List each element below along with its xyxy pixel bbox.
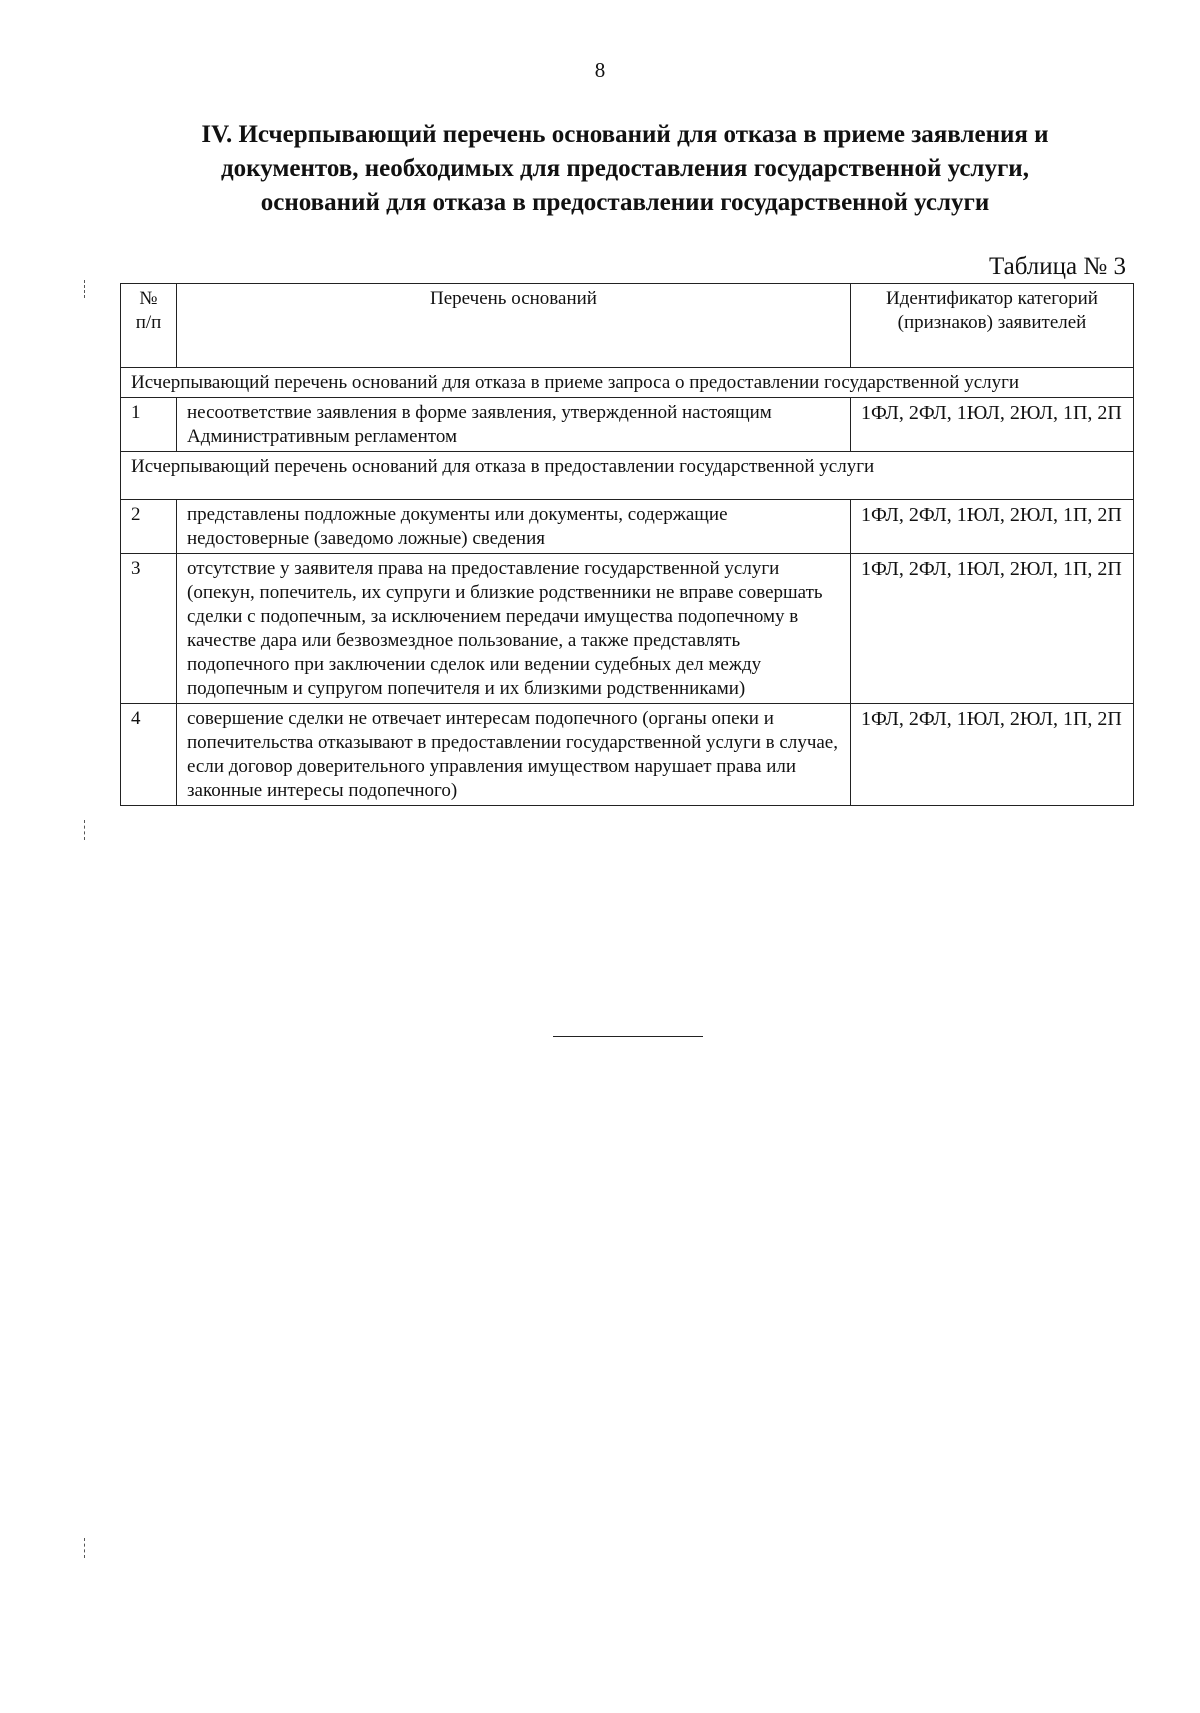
row-number: 1 bbox=[121, 398, 177, 452]
page-number: 8 bbox=[594, 58, 606, 82]
section-title-line-2: документов, необходимых для предоставления государственной услуги, bbox=[221, 155, 1029, 182]
end-divider bbox=[553, 1036, 703, 1037]
section-title-line-3: оснований для отказа в предоставлении государственной услуги bbox=[260, 189, 990, 216]
row-identifier: 1ФЛ, 2ФЛ, 1ЮЛ, 2ЮЛ, 1П, 2П bbox=[851, 500, 1134, 554]
header-grounds: Перечень оснований bbox=[177, 284, 851, 368]
section-row-refusal-service bbox=[121, 452, 1134, 500]
scan-margin-mark bbox=[84, 820, 87, 840]
row-ground-text: представлены подложные документы или документы, содержащие недостоверные (заведомо ложные) сведения bbox=[177, 500, 851, 554]
row-identifier: 1ФЛ, 2ФЛ, 1ЮЛ, 2ЮЛ, 1П, 2П bbox=[851, 398, 1134, 452]
scan-margin-mark bbox=[84, 280, 87, 298]
header-number: № п/п bbox=[121, 284, 177, 368]
table-row bbox=[121, 398, 1134, 452]
scan-margin-mark bbox=[84, 1538, 87, 1558]
section-label: Исчерпывающий перечень оснований для отказа в предоставлении государственной услуги bbox=[121, 452, 1134, 500]
section-title bbox=[120, 118, 1130, 220]
row-identifier: 1ФЛ, 2ФЛ, 1ЮЛ, 2ЮЛ, 1П, 2П bbox=[851, 554, 1134, 704]
section-title-line-1: IV. Исчерпывающий перечень оснований для отказа в приеме заявления и bbox=[201, 121, 1049, 148]
grounds-table bbox=[120, 283, 1134, 806]
row-ground-text: совершение сделки не отвечает интересам подопечного (органы опеки и попечительства отказывают в предоставлении государственной услуги в случае, если договор доверительного управления имуществом нарушает права или законные интересы подопечного) bbox=[177, 704, 851, 806]
section-row-refusal-acceptance bbox=[121, 368, 1134, 398]
table-row bbox=[121, 500, 1134, 554]
table-row bbox=[121, 704, 1134, 806]
table-header-row bbox=[121, 284, 1134, 368]
section-label: Исчерпывающий перечень оснований для отказа в приеме запроса о предоставлении государственной услуги bbox=[121, 368, 1134, 398]
table-row bbox=[121, 554, 1134, 704]
header-identifier: Идентификатор категорий (признаков) заявителей bbox=[851, 284, 1134, 368]
row-number: 3 bbox=[121, 554, 177, 704]
row-identifier: 1ФЛ, 2ФЛ, 1ЮЛ, 2ЮЛ, 1П, 2П bbox=[851, 704, 1134, 806]
row-ground-text: отсутствие у заявителя права на предоставление государственной услуги (опекун, попечитель, их супруги и близкие родственники не вправе совершать сделки с подопечным, за исключением передачи имущества подопечному в качестве дара или безвозмездное пользование, а также представлять подопечного при заключении сделок или ведении судебных дел между подопечным и супругом попечителя и их близкими родственниками) bbox=[177, 554, 851, 704]
row-number: 4 bbox=[121, 704, 177, 806]
row-number: 2 bbox=[121, 500, 177, 554]
row-ground-text: несоответствие заявления в форме заявления, утвержденной настоящим Административным регламентом bbox=[177, 398, 851, 452]
table-caption: Таблица № 3 bbox=[988, 253, 1126, 280]
